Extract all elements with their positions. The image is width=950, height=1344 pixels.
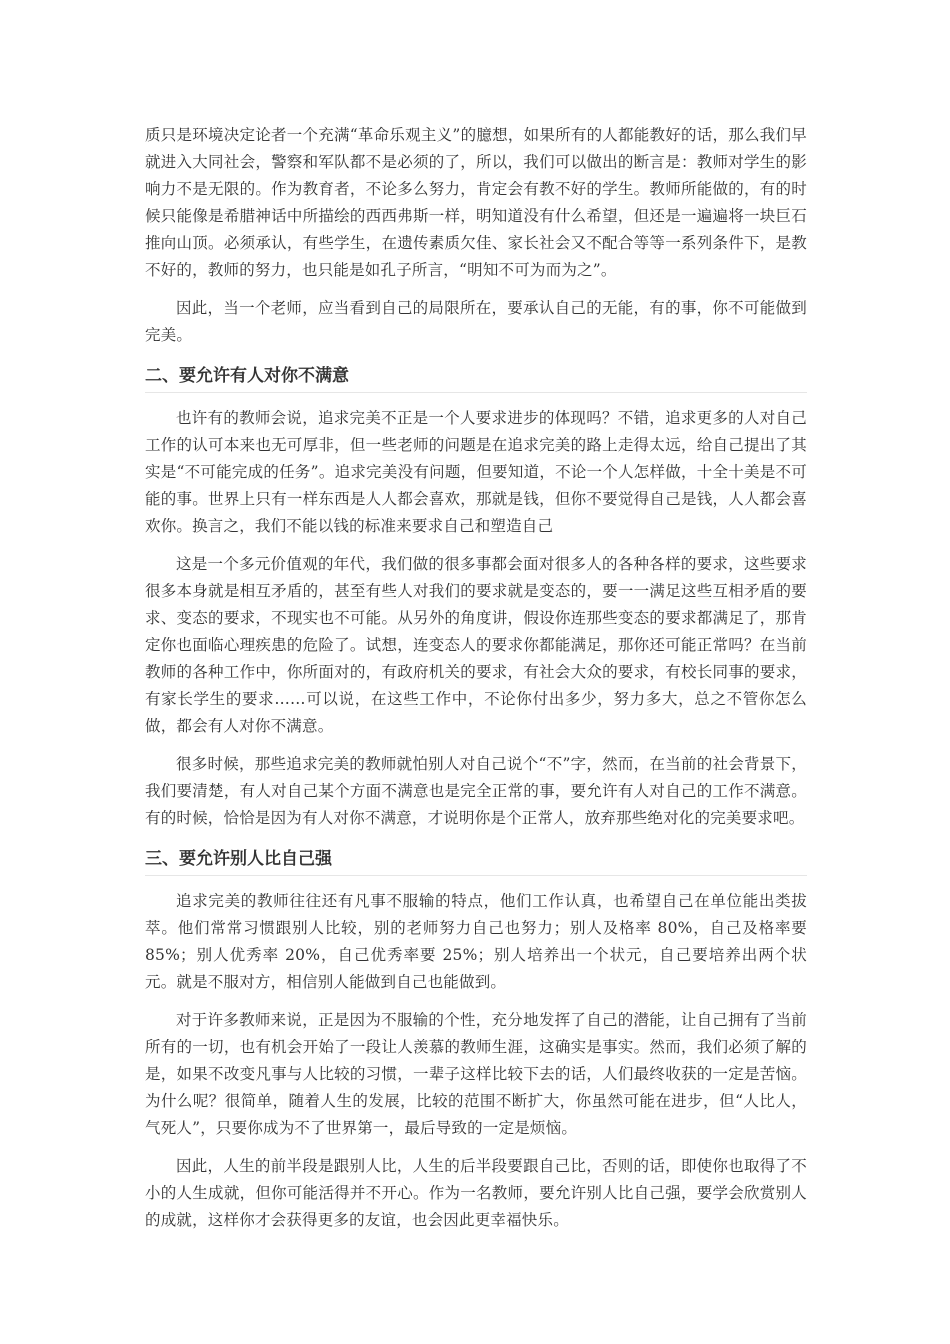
section-heading-2: 二、要允许有人对你不满意	[145, 363, 807, 393]
section-heading-3: 三、要允许别人比自己强	[145, 846, 807, 876]
intro-paragraph-2: 因此，当一个老师，应当看到自己的局限所在，要承认自己的无能，有的事，你不可能做到完美。	[145, 299, 807, 344]
section3-paragraph-3: 因此，人生的前半段是跟别人比，人生的后半段要跟自己比，否则的话，即使你也取得了不小的人生成就，但你可能活得并不开心。作为一名教师，要允许别人比自己强，要学会欣赏别人的成就，这样你才会获得更多的友谊，也会因此更幸福快乐。	[145, 1157, 807, 1229]
section2-paragraph-3: 很多时候，那些追求完美的教师就怕别人对自己说个“不”字，然而，在当前的社会背景下，我们要清楚，有人对自己某个方面不满意也是完全正常的事，要允许有人对自己的工作不满意。有的时候，恰恰是因为有人对你不满意，才说明你是个正常人，放弃那些绝对化的完美要求吧。	[145, 755, 807, 827]
intro-paragraph-1: 质只是环境决定论者一个充满“革命乐观主义”的臆想，如果所有的人都能教好的话，那么我们早就进入大同社会，警察和军队都不是必须的了，所以，我们可以做出的断言是：教师对学生的影响力不是无限的。作为教育者，不论多么努力，肯定会有教不好的学生。教师所能做的，有的时候只能像是希腊神话中所描绘的西西弗斯一样，明知道没有什么希望，但还是一遍遍将一块巨石推向山顶。必须承认，有些学生，在遗传素质欠佳、家长社会又不配合等等一系列条件下，是教不好的，教师的努力，也只能是如孔子所言，“明知不可为而为之”。	[145, 126, 807, 279]
section2-paragraph-1: 也许有的教师会说，追求完美不正是一个人要求进步的体现吗？不错，追求更多的人对自己工作的认可本来也无可厚非，但一些老师的问题是在追求完美的路上走得太远，给自己提出了其实是“不可能完成的任务”。追求完美没有问题，但要知道，不论一个人怎样做，十全十美是不可能的事。世界上只有一样东西是人人都会喜欢，那就是钱，但你不要觉得自己是钱，人人都会喜欢你。换言之，我们不能以钱的标准来要求自己和塑造自己	[145, 409, 807, 535]
section3-paragraph-2: 对于许多教师来说，正是因为不服输的个性，充分地发挥了自己的潜能，让自己拥有了当前所有的一切，也有机会开始了一段让人羡慕的教师生涯，这确实是事实。然而，我们必须了解的是，如果不改变凡事与人比较的习惯，一辈子这样比较下去的话，人们最终收获的一定是苦恼。为什么呢？很简单，随着人生的发展，比较的范围不断扩大，你虽然可能在进步，但“人比人，气死人”，只要你成为不了世界第一，最后导致的一定是烦恼。	[145, 1011, 807, 1137]
section3-paragraph-1: 追求完美的教师往往还有凡事不服输的特点，他们工作认真，也希望自己在单位能出类拔萃。他们常常习惯跟别人比较，别的老师努力自己也努力；别人及格率 80%，自己及格率要 85%；别人优秀率 20%，自己优秀率要 25%；别人培养出一个状元，自己要培养出两个状元。就是不服对方，相信别人能做到自己也能做到。	[145, 892, 807, 991]
section2-paragraph-2: 这是一个多元价值观的年代，我们做的很多事都会面对很多人的各种各样的要求，这些要求很多本身就是相互矛盾的，甚至有些人对我们的要求就是变态的，要一一满足这些互相矛盾的要求、变态的要求，不现实也不可能。从另外的角度讲，假设你连那些变态的要求都满足了，那肯定你也面临心理疾患的危险了。试想，连变态人的要求你都能满足，那你还可能正常吗？在当前教师的各种工作中，你所面对的，有政府机关的要求，有社会大众的要求，有校长同事的要求，有家长学生的要求……可以说，在这些工作中，不论你付出多少，努力多大，总之不管你怎么做，都会有人对你不满意。	[145, 555, 807, 735]
document-body	[145, 122, 807, 1234]
